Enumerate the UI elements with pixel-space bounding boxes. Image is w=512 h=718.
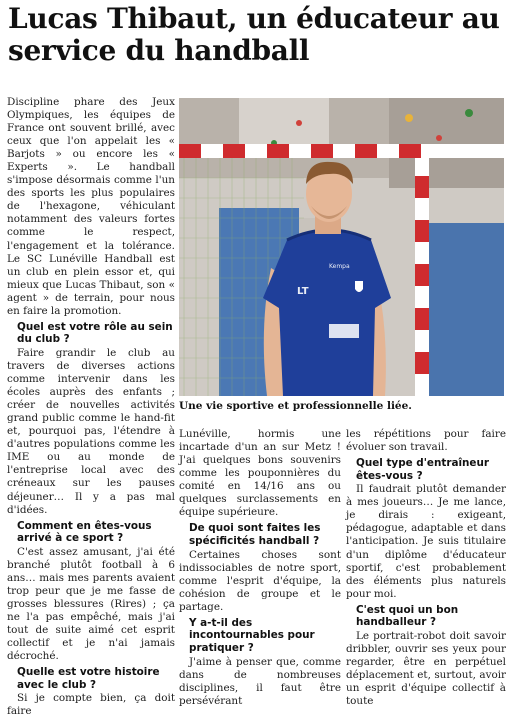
answer-specificities: Certaines choses sont indissociables de notre sport, comme l'esprit d'équipe, la cohésion de groupe et le partage. [179,548,341,613]
article-photo [179,98,504,396]
answer-history: Si je compte bien, ça doit faire [7,692,175,718]
answer-role: Faire grandir le club au travers de diverses actions comme intervenir dans les écoles auprès des enfants ; créer de nouvelles activités grand public comme le hand-fit et, pourquoi pas, l'étendre à d'autres populations comme les IME ou au monde de l'entreprise local avec des créneaux sur les pauses déjeuner… Il y a pas mal d'idées. [7,346,175,516]
shirt-initials: LT [297,286,309,297]
article-column-1 [7,96,175,718]
answer-essentials-continued: les répétitions pour faire évoluer son travail. [346,428,506,454]
answer-essentials: J'aime à penser que, comme dans de nombreuses disciplines, il faut être persévérant [179,655,341,707]
question-essentials: Y a-t-il des incontournables pour pratiquer ? [189,616,315,654]
answer-good-player: Le portrait-robot doit savoir dribbler, ouvrir ses yeux pour regarder, être en perpétuel déplacement et, surtout, avoir un esprit d'équipe collectif à toute [346,629,506,708]
article-column-2 [179,428,341,708]
photo-caption: Une vie sportive et professionnelle liée. [179,400,412,412]
question-specificities: De quoi sont faites les spécificités handball ? [189,522,321,547]
question-history: Quelle est votre histoire avec le club ? [17,666,160,691]
answer-coach-type: Il faudrait plutôt demander à mes joueurs… Je me lance, je dirais : exigeant, pédagogue, adaptable et dans l'anticipation. Je suis titulaire d'un diplôme d'éducateur sportif, c'est probablement des éléments plus naturels pour moi. [346,483,506,600]
answer-origin: C'est assez amusant, j'ai été branché plutôt football à 6 ans… mais mes parents avaient trop peur que je me fasse de grosses blessures (Rires) ; ça ne l'a pas empêché, mais j'ai tout de suite aimé cet esprit collectif et je n'ai jamais décroché. [7,545,175,663]
intro-paragraph: Discipline phare des Jeux Olympiques, les équipes de France ont souvent brillé, avec ceux que l'on appelait les « Barjots » ou encore les « Experts ». Le handball s'impose désormais comme l'un des sports les plus populaires de l'hexagone, véhiculant notamment des valeurs fortes comme le respect, l'engagement et la tolérance. Le SC Lunéville Handball est un club en plein essor et, qui mieux que Lucas Thibaut, son « agent » de terrain, pour nous en faire la promotion. [7,96,175,317]
question-coach-type: Quel type d'entraîneur êtes-vous ? [356,457,489,482]
question-good-player: C'est quoi un bon handballeur ? [356,603,459,629]
answer-history-continued: Lunéville, hormis une incartade d'un an sur Metz ! J'ai quelques bons souvenirs comme les pouponnières du comité en 14/16 ans ou quelques surclassements en équipe supérieure. [179,428,341,519]
shirt-brand: Kempa [329,263,350,270]
question-origin: Comment en êtes-vous arrivé à ce sport ? [17,519,152,545]
club-crest-icon [355,281,363,292]
sponsor-logo-icon [329,324,359,338]
article-headline: Lucas Thibaut, un éducateur au service du handball [8,2,500,67]
question-role: Quel est votre rôle au sein du club ? [17,320,173,346]
article-column-3 [346,428,506,708]
